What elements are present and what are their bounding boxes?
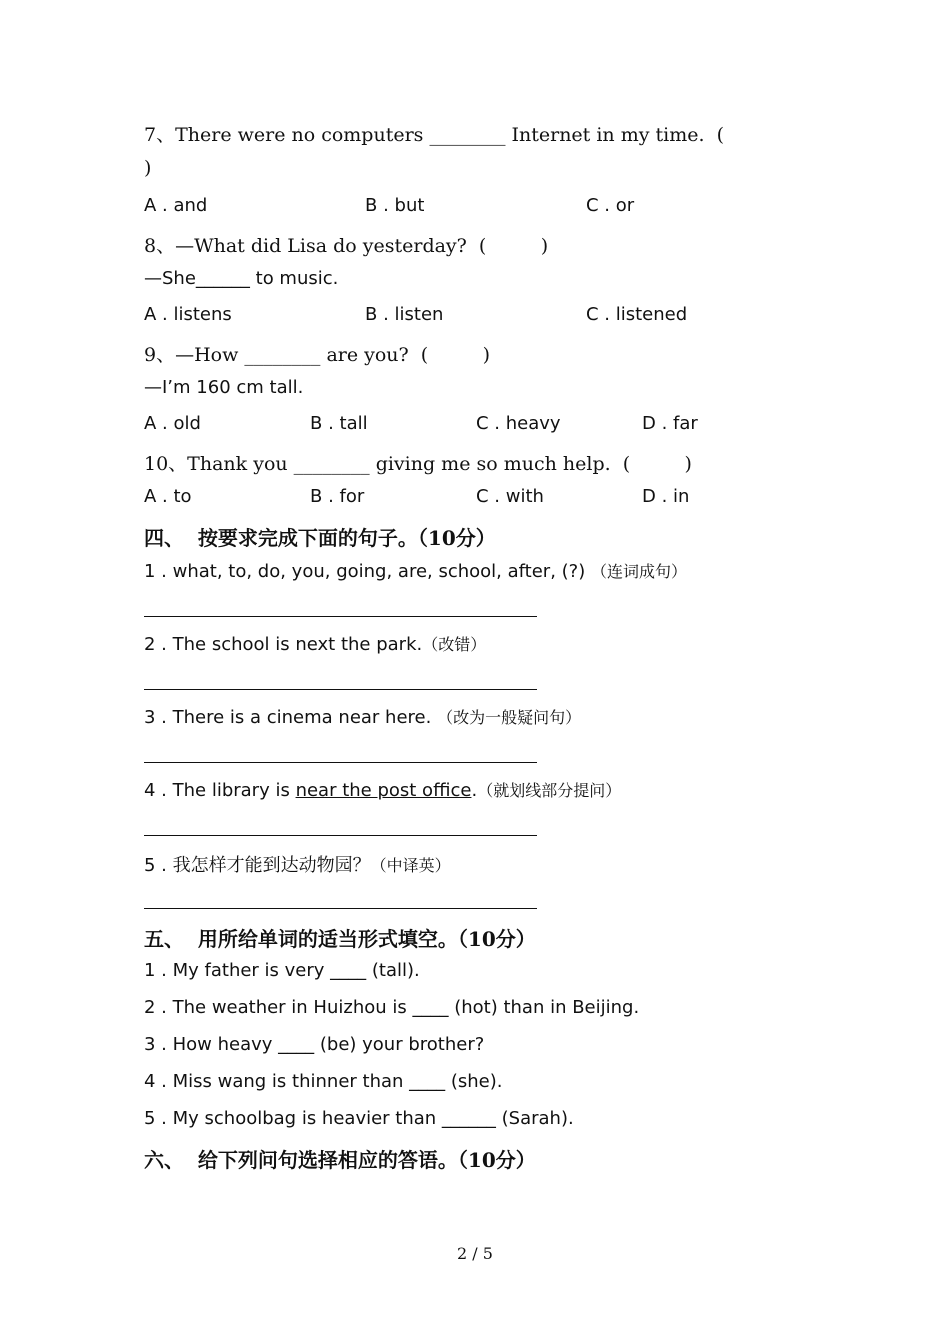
s4-answer-line-5[interactable] — [144, 908, 537, 909]
s4-item-3-text: 3 . There is a cinema near here. — [144, 707, 438, 728]
s5-item-2: 2 . The weather in Huizhou is ____ (hot) than in Beijing. — [144, 997, 640, 1018]
s4-answer-line-1[interactable] — [144, 616, 537, 617]
s4-answer-line-4[interactable] — [144, 835, 537, 836]
q10-option-d: D . in — [642, 486, 690, 507]
s4-item-1-note: （连词成句） — [590, 562, 687, 581]
s4-item-5-text: 5 . 我怎样才能到达动物园？ — [144, 855, 371, 876]
q10-option-c: C . with — [476, 486, 544, 507]
s4-item-4 — [144, 778, 621, 801]
q7-option-c: C . or — [586, 195, 635, 216]
q10-option-a: A . to — [144, 486, 192, 507]
s4-item-2 — [144, 632, 486, 655]
q9-option-c: C . heavy — [476, 413, 561, 434]
q7-option-a: A . and — [144, 195, 208, 216]
question-10: 10、Thank you ________ giving me so much help. ( ) — [144, 453, 692, 475]
q10-option-b: B . for — [310, 486, 365, 507]
section-5-title: 五、 用所给单词的适当形式填空。（10分） — [144, 927, 536, 951]
question-7: 7、There were no computers ________ Internet in my time. ( — [144, 124, 724, 146]
s4-item-1 — [144, 559, 687, 582]
s4-item-2-note: （改错） — [422, 635, 487, 654]
s4-answer-line-2[interactable] — [144, 689, 537, 690]
section-6-title: 六、 给下列问句选择相应的答语。（10分） — [144, 1148, 536, 1172]
s4-item-5-note: （中译英） — [370, 856, 451, 875]
q9-option-a: A . old — [144, 413, 201, 434]
question-9-answer-line: —I’m 160 cm tall. — [144, 377, 304, 398]
q8-option-a: A . listens — [144, 304, 232, 325]
q8-option-b: B . listen — [365, 304, 444, 325]
s4-answer-line-3[interactable] — [144, 762, 537, 763]
s4-item-4-period: . — [471, 780, 478, 801]
s5-item-3: 3 . How heavy ____ (be) your brother? — [144, 1034, 485, 1055]
page-number: 2 / 5 — [457, 1244, 493, 1263]
q9-option-d: D . far — [642, 413, 698, 434]
s4-item-4-underlined: near the post office — [295, 780, 472, 801]
s4-item-3-note: （改为一般疑问句） — [437, 708, 582, 727]
q9-option-b: B . tall — [310, 413, 368, 434]
s4-item-2-text: 2 . The school is next the park. — [144, 634, 423, 655]
question-8-answer-line: —She______ to music. — [144, 268, 339, 289]
s4-item-5 — [144, 851, 451, 877]
question-7-paren-close: ) — [144, 157, 152, 179]
s5-item-4: 4 . Miss wang is thinner than ____ (she). — [144, 1071, 503, 1092]
question-8: 8、—What did Lisa do yesterday? ( ) — [144, 235, 549, 257]
q7-option-b: B . but — [365, 195, 425, 216]
q8-option-c: C . listened — [586, 304, 688, 325]
s4-item-4-note: （就划线部分提问） — [477, 781, 622, 800]
s4-item-3 — [144, 705, 581, 728]
s5-item-5: 5 . My schoolbag is heavier than ______ (Sarah). — [144, 1108, 574, 1129]
question-9: 9、—How ________ are you? ( ) — [144, 344, 490, 366]
s4-item-4-text: 4 . The library is — [144, 780, 296, 801]
s5-item-1: 1 . My father is very ____ (tall). — [144, 960, 420, 981]
s4-item-1-text: 1 . what, to, do, you, going, are, school, after, (?) — [144, 561, 591, 582]
section-4-title: 四、 按要求完成下面的句子。（10分） — [144, 526, 496, 550]
